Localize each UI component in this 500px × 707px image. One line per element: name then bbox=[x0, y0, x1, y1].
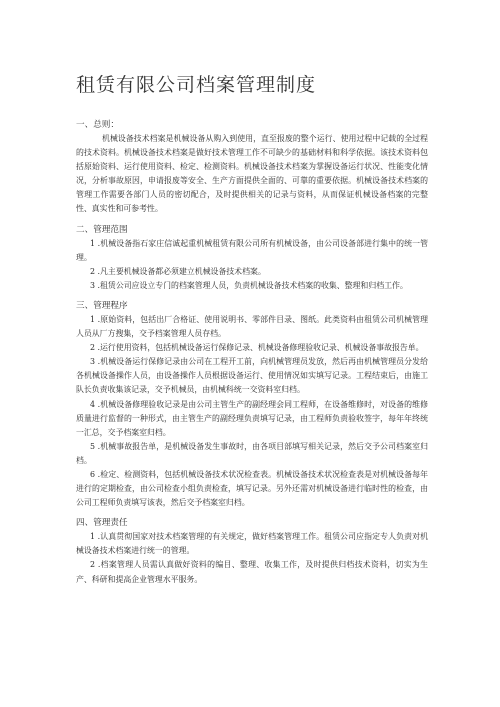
paragraph: 机械设备技术档案是机械设备从购入到使用，直至报废的整个运行、使用过程中记载的全过程的技术资料。机械设备技术档案是做好技术管理工作不可缺少的基础材料和科学依据。该技术资料包括原始资料、运行使用资料、检定、检测资料。机械设备技术档案为掌握设备运行状况、性能变化情况，分析事故原因，申请报废等安全、生产方面提供全面的、可靠的重要依据。机械设备技术档案的管理工作需要各部门人员的密切配合，及时提供相关的记录与资料，从而保证机械设备档案的完整性、真实性和可参考性。 bbox=[76, 134, 428, 214]
list-item: 3 .机械设备运行保修记录由公司在工程开工前，向机械管理员发放，然后再由机械管理员分发给各机械设备操作人员，由设备操作人员根据设备运行、使用情况如实填写记录。工程结束后，由施工队长负责收集该记录，交予机械员，由机械科统一交资料室归档。 bbox=[76, 357, 428, 395]
section-heading: 三、管理程序 bbox=[76, 300, 128, 311]
section-heading: 四、管理责任 bbox=[76, 518, 128, 529]
document-title: 租赁有限公司档案管理制度 bbox=[76, 74, 317, 96]
list-item: 4 .机械设备修理验收记录是由公司主管生产的副经理会同工程师，在设备维修时，对设备的维修质量进行监督的一种形式，由主管生产的副经理负责填写记录，由工程师负责验收签字，每年年终统一汇总，交予档案室归档。 bbox=[76, 399, 428, 437]
list-item: 2 .凡主要机械设备都必须建立机械设备技术档案。 bbox=[90, 266, 266, 276]
list-item: 1 .机械设备指石家庄信诚起重机械租赁有限公司所有机械设备，由公司设备部进行集中的统一管理。 bbox=[76, 238, 428, 262]
list-item: 1 .认真贯彻国家对技术档案管理的有关规定，做好档案管理工作。租赁公司应指定专人负责对机械设备技术档案进行统一的管理。 bbox=[76, 532, 428, 556]
list-item: 2 .档案管理人员需认真做好资料的编目、整理、收集工作，及时提供归档技术资料，切实为生产、科研和提高企业管理水平服务。 bbox=[76, 560, 428, 584]
section-heading: 一、总则： bbox=[76, 120, 119, 130]
list-item: 6 .检定、检测资料，包括机械设备技术状况检查表。机械设备技术状况检查表是对机械设备每年进行的定期检查，由公司检查小组负责检查，填写记录。另外还需对机械设备进行临时性的检查，由公司工程师负责填写该表，然后交予档案室归档。 bbox=[76, 469, 428, 508]
list-item: 5 .机械事故报告单，是机械设备发生事故时，由各项目部填写相关记录，然后交予公司档案室归档。 bbox=[76, 441, 428, 465]
list-item: 1 .原始资料，包括出厂合格证、使用说明书、零部件目录、图纸。此类资料由租赁公司机械管理人员从厂方搜集，交予档案管理人员存档。 bbox=[76, 314, 428, 339]
document-body bbox=[76, 112, 428, 587]
list-item: 3 .租赁公司应设立专门的档案管理人员，负责机械设备技术档案的收集、整理和归档工作。 bbox=[90, 280, 408, 290]
section-heading: 二、管理范围 bbox=[76, 224, 128, 235]
list-item: 2 .运行使用资料，包括机械设备运行保修记录、机械设备修理验收记录、机械设备事故报告单。 bbox=[90, 343, 424, 353]
